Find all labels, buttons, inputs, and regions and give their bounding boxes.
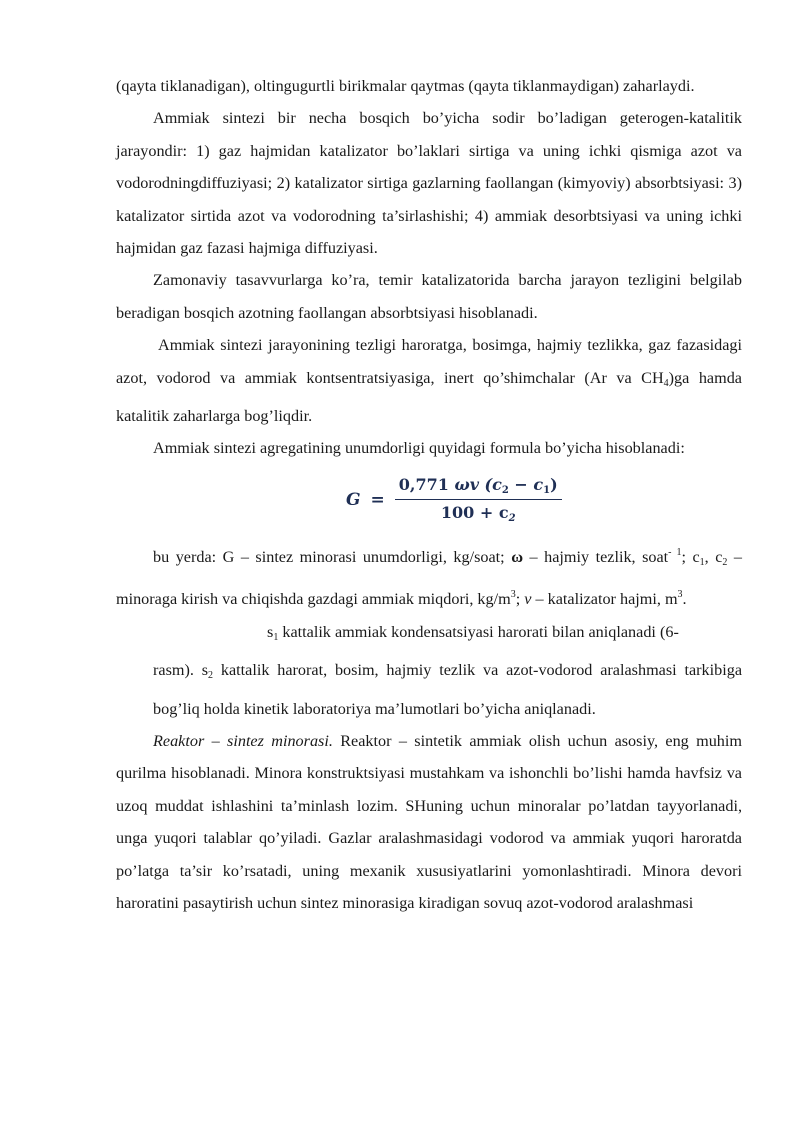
paragraph-s1-line: $s_1$ kattalik ammiak kondensatsiyasi harorati bilan aniqlanadi (6- — [267, 622, 679, 643]
formula-equals: = — [370, 489, 385, 510]
paragraph-1: (qayta tiklanadigan), oltingugurtli birikmalar qaytmas (qayta tiklanmaydigan) zaharlaydi. — [116, 77, 695, 95]
paragraph-reactor: Reaktor – sintez minorasi. Reaktor – sintetik ammiak olish uchun asosiy, eng muhim qurilma hisoblanadi. Minora konstruktsiyasi mustahkam va ishonchli bo’lishi hamda havfsiz va uzoq muddat ishlashini ta’minlash lozim. SHuning uchun minoralar po’latdan tayyorlanadi, unga yuqori talablar qo’yiladi. Gazlar aralashmasidagi vodorod va ammiak yuqori haroratda po’latga ta’sir ko’rsatadi, uning mexanik xususiyatlarini yomonlashtiradi. Minora devori haroratini pasaytirish uchun sintez minorasiga kiradigan sovuq azot-vodorod aralashmasi — [116, 731, 742, 912]
paragraph-s2: rasm). $s_2$ kattalik harorat, bosim, hajmiy tezlik va azot-vodorod aralashmasi tarkibiga bog’liq holda kinetik laboratoriya ma’lumotlari bo’yicha aniqlanadi. — [153, 661, 743, 718]
document-page — [116, 70, 742, 919]
formula-fraction — [395, 475, 562, 525]
productivity-formula — [116, 465, 742, 537]
paragraph-4: Ammiak sintezi jarayonining tezligi haroratga, bosimga, hajmiy tezlikka, gaz fazasidagi azot, vodorod va ammiak kontsentratsiyasiga, inert qo’shimchalar (Ar va $CH_4)ga$ hamda katalitik zaharlarga bog’liqdir. — [116, 336, 742, 426]
paragraph-2: Ammiak sintezi bir necha bosqich bo’yicha sodir bo’ladigan geterogen-katalitik jarayondir: 1) gaz hajmidan katalizator bo’laklari sirtiga va uning ichki qismiga azot va vodorodningdiffuziyasi; 2) katalizator sirtiga gazlarning faollangan (kimyoviy) absorbtsiyasi: 3) katalizator sirtida azot va vodorodning ta’sirlashishi; 4) ammiak desorbtsiyasi va uning ichki hajmidan gaz fazasi hajmiga diffuziyasi. — [116, 109, 742, 258]
paragraph-3: Zamonaviy tasavvurlarga ko’ra, temir katalizatorida barcha jarayon tezligini belgilab beradigan bosqich azotning faollangan absorbtsiyasi hisoblanadi. — [116, 271, 742, 322]
paragraph-5: Ammiak sintezi agregatining unumdorligi quyidagi formula bo’yicha hisoblanadi: — [153, 439, 685, 458]
formula-lhs: G — [346, 489, 361, 510]
paragraph-legend: bu yerda: G – sintez minorasi unumdorligi, kg/soat; ω – hajmiy tezlik, soat$^{- 1}$; $c_1$, $c_2$ – minoraga kirish va chiqishda gazdagi ammiak miqdori, $kg/m^3$; v – katalizator hajmi, $m^3$. — [116, 546, 743, 609]
formula-numerator: 0,771 ωv $(c_2 - c_1)$ — [398, 474, 558, 496]
formula-denominator: $100 + c_2$ — [440, 503, 516, 525]
reactor-heading: Reaktor – sintez minorasi. — [153, 731, 333, 750]
